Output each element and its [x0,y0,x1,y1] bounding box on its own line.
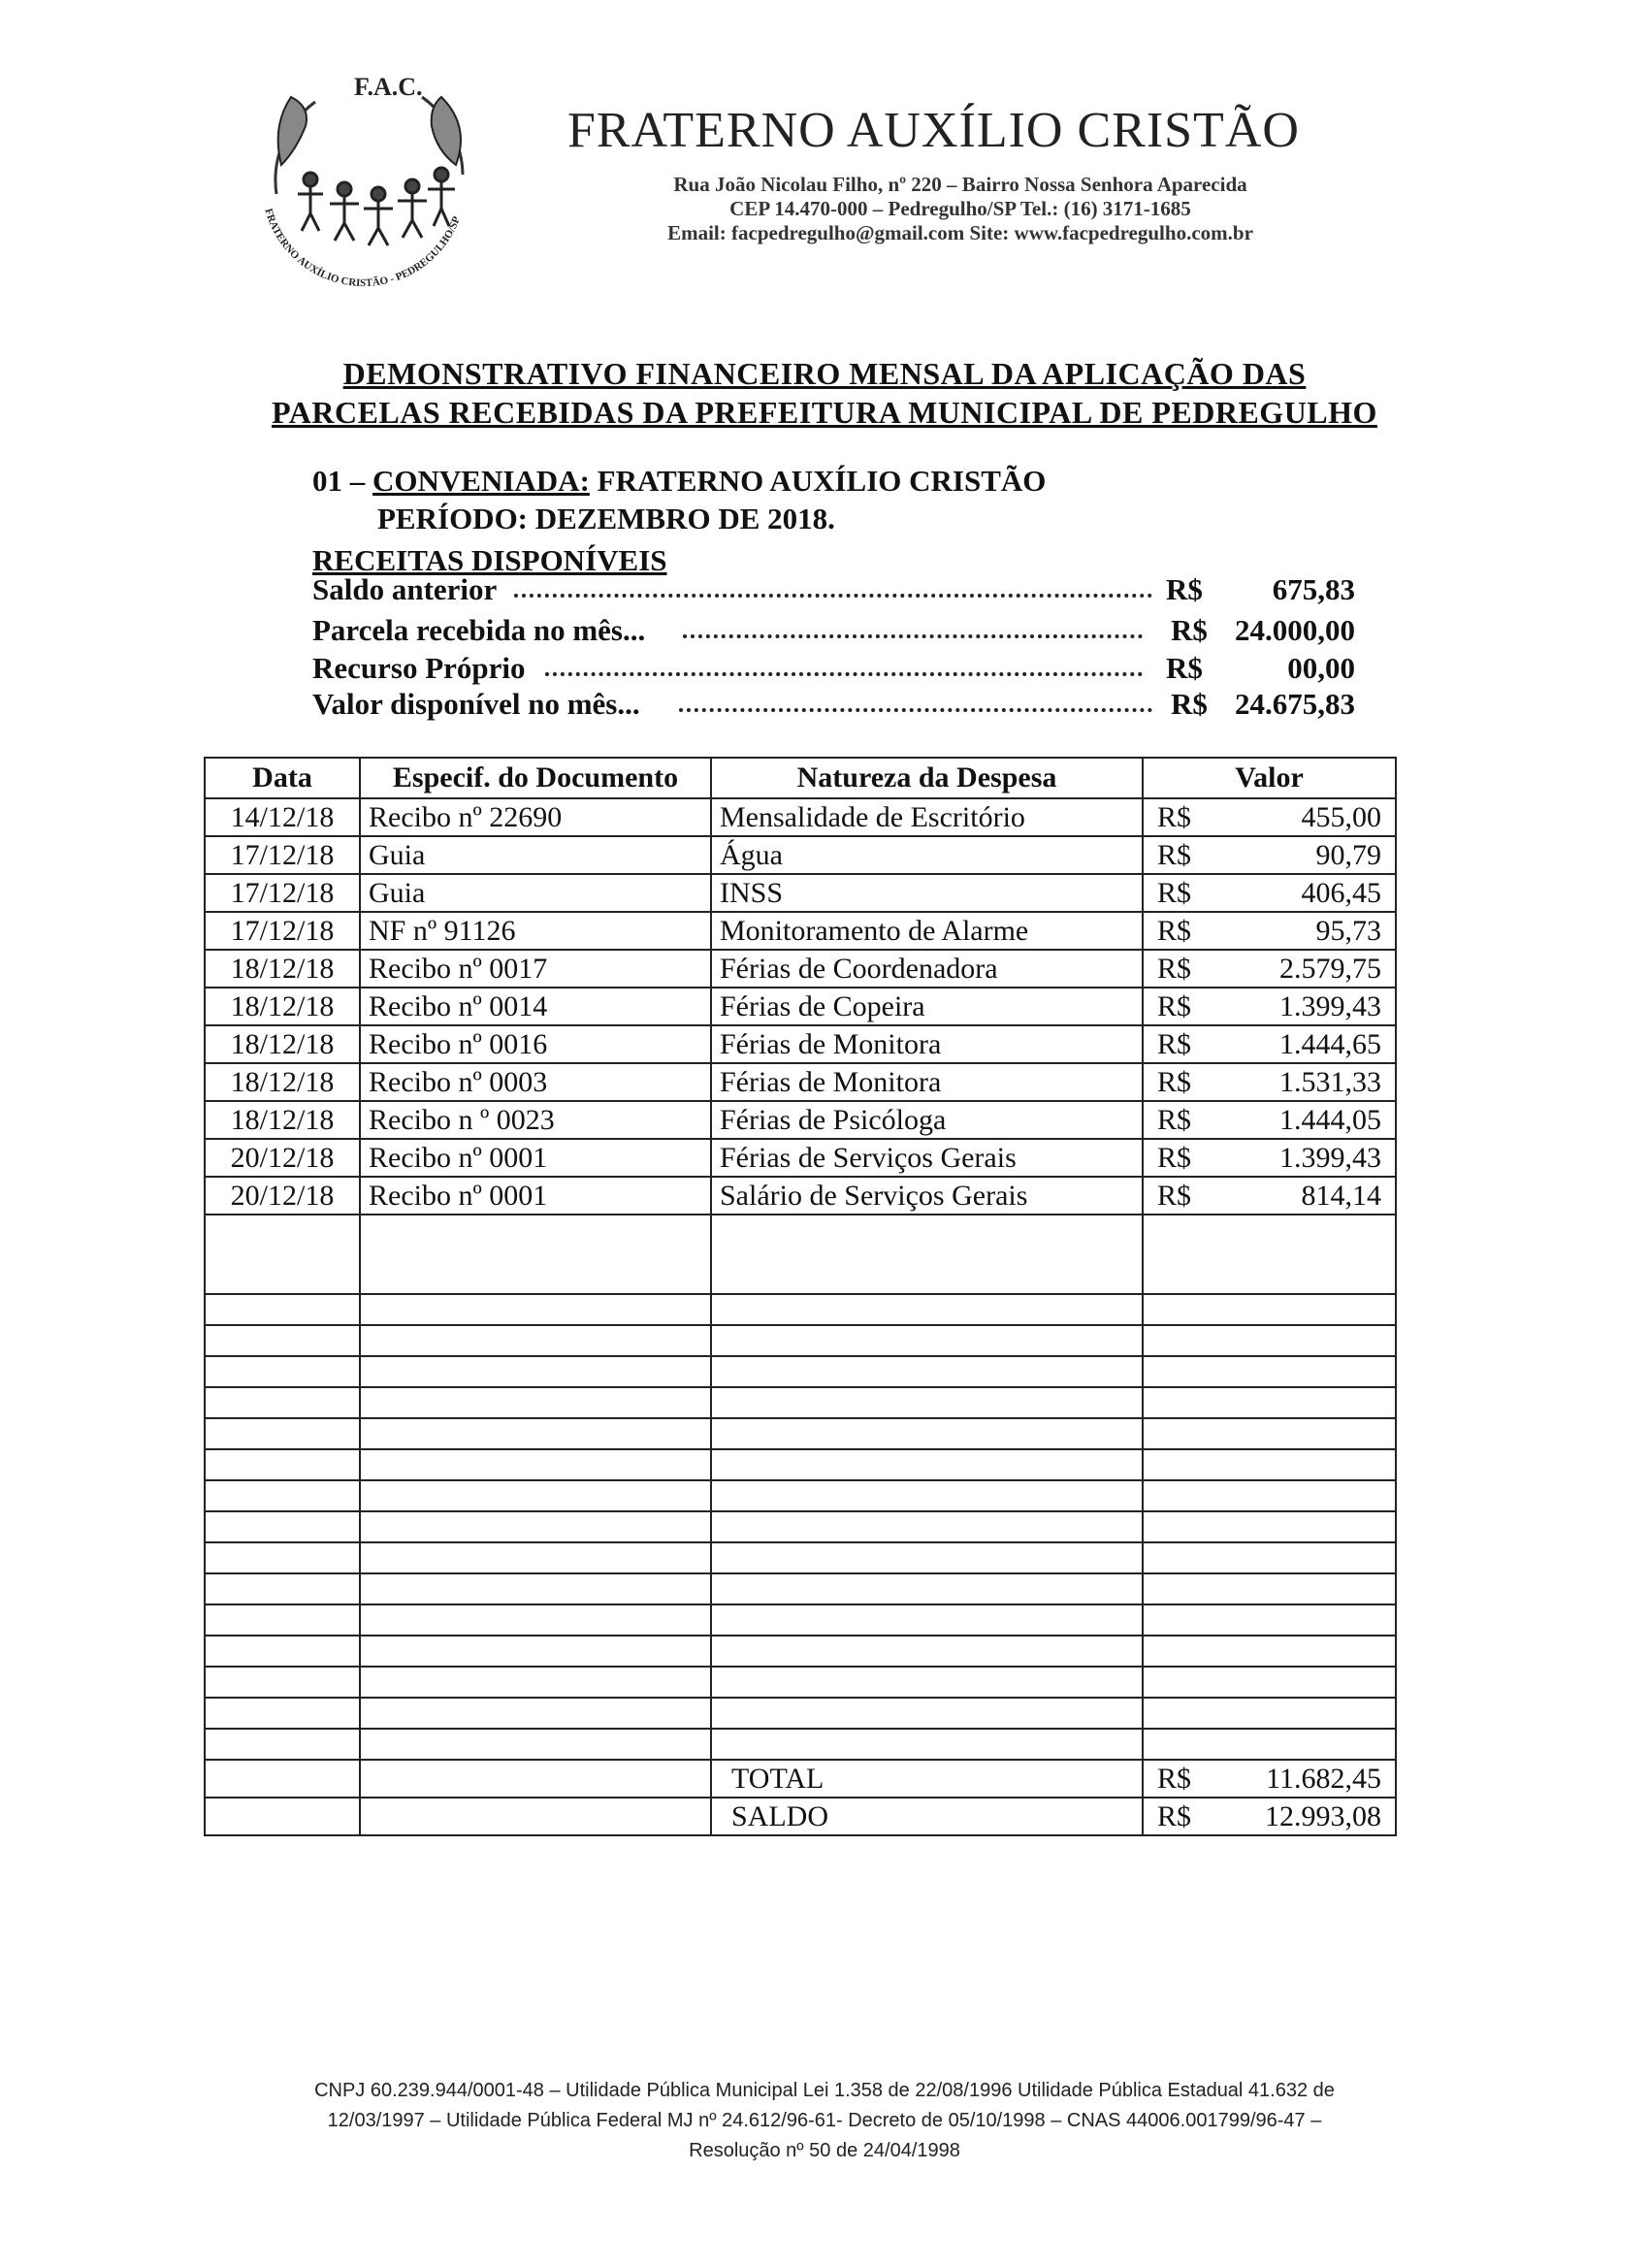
value-wrap [1144,1104,1395,1137]
col-header-value: Valor [1143,758,1396,798]
empty-cell [360,1294,711,1325]
value-wrap [1144,839,1395,872]
table-row [205,988,1396,1025]
document-title-line-1: DEMONSTRATIVO FINANCEIRO MENSAL DA APLICAÇÃO DAS [342,356,1307,391]
document-cell: Recibo nº 0016 [360,1025,711,1063]
col-header-document: Especif. do Documento [360,758,711,798]
address-line-1: Rua João Nicolau Filho, nº 220 – Bairro Nossa Senhora Aparecida [673,173,1247,196]
value-currency: R$ [1157,1799,1192,1832]
table-row [205,912,1396,950]
value-currency: R$ [1157,800,1192,833]
receitas-heading: RECEITAS DISPONÍVEIS [312,543,667,577]
empty-cell [1143,1604,1396,1636]
value-cell [1143,1177,1396,1215]
empty-row [205,1573,1396,1604]
document-cell: Recibo nº 0014 [360,988,711,1025]
empty-cell [1143,1573,1396,1604]
value-currency: R$ [1157,989,1192,1022]
svg-text:FRATERNO AUXÍLIO CRISTÃO - PED [262,208,463,289]
dot-leader [545,672,1143,676]
nature-cell: INSS [711,874,1143,912]
value-amount: 814,14 [1301,1179,1381,1212]
empty-cell [1143,1325,1396,1356]
value-currency: R$ [1157,1141,1192,1174]
receita-label: Saldo anterior [312,572,498,606]
value-cell [1143,950,1396,988]
empty-cell [360,1573,711,1604]
address-line-3: Email: facpedregulho@gmail.com Site: www.facpedregulho.com.br [667,221,1253,244]
value-wrap [1144,877,1395,910]
receita-label: Valor disponível no mês... [312,687,640,721]
empty-cell [1143,1636,1396,1667]
empty-cell [360,1387,711,1418]
value-cell [1143,988,1396,1025]
empty-cell [360,1604,711,1636]
expense-table-body [205,798,1396,1835]
empty-cell [205,1798,360,1835]
empty-cell [360,1480,711,1511]
value-amount: 95,73 [1315,914,1381,947]
empty-cell [1143,1449,1396,1480]
value-cell [1143,1798,1396,1835]
empty-cell [360,1667,711,1698]
empty-cell [711,1542,1143,1573]
total-row [205,1760,1396,1798]
empty-row [205,1480,1396,1511]
expense-table [204,757,1397,1836]
col-header-nature: Natureza da Despesa [711,758,1143,798]
value-cell [1143,1139,1396,1177]
empty-cell [205,1325,360,1356]
table-row [205,950,1396,988]
empty-row [205,1604,1396,1636]
empty-cell [360,1356,711,1387]
date-cell: 18/12/18 [205,988,360,1025]
receita-value: 24.675,83 [1235,687,1355,721]
empty-cell [360,1325,711,1356]
table-row [205,1139,1396,1177]
empty-cell [711,1667,1143,1698]
date-cell: 20/12/18 [205,1177,360,1215]
saldo-row-label: SALDO [711,1798,1143,1835]
date-cell: 18/12/18 [205,1025,360,1063]
empty-cell [1143,1418,1396,1449]
footer-line-3: Resolução nº 50 de 24/04/1998 [689,2140,960,2161]
empty-cell [711,1215,1143,1294]
empty-cell [205,1418,360,1449]
empty-cell [711,1418,1143,1449]
value-currency: R$ [1157,1065,1192,1098]
receita-currency: R$ [1171,613,1208,647]
empty-row [205,1511,1396,1542]
footer-line-2: 12/03/1997 – Utilidade Pública Federal MJ nº 24.612/96-61- Decreto de 05/10/1998 – CNAS 44006.001799/96-47 – [327,2110,1322,2131]
table-row [205,874,1396,912]
empty-cell [360,1542,711,1573]
empty-cell [711,1356,1143,1387]
value-wrap [1144,1066,1395,1099]
empty-row [205,1294,1396,1325]
value-amount: 12.993,08 [1265,1799,1381,1832]
value-wrap [1144,801,1395,834]
value-currency: R$ [1157,1027,1192,1060]
value-cell [1143,1025,1396,1063]
empty-cell [205,1480,360,1511]
empty-cell [205,1449,360,1480]
empty-cell [360,1760,711,1798]
empty-row [205,1729,1396,1760]
date-cell: 18/12/18 [205,1063,360,1101]
receita-row [312,613,1355,652]
date-cell: 17/12/18 [205,874,360,912]
receita-row [312,687,1355,726]
empty-cell [1143,1215,1396,1294]
empty-cell [1143,1480,1396,1511]
saldo-row [205,1798,1396,1835]
document-cell: Guia [360,836,711,874]
empty-cell [1143,1698,1396,1729]
date-cell: 14/12/18 [205,798,360,836]
nature-cell: Mensalidade de Escritório [711,798,1143,836]
value-wrap [1144,1800,1395,1833]
empty-cell [360,1511,711,1542]
document-cell: Recibo nº 22690 [360,798,711,836]
empty-cell [205,1604,360,1636]
value-amount: 1.399,43 [1279,989,1381,1022]
date-cell: 18/12/18 [205,950,360,988]
nature-cell: Férias de Coordenadora [711,950,1143,988]
empty-cell [205,1215,360,1294]
document-cell: Recibo nº 0003 [360,1063,711,1101]
table-header-row [205,758,1396,798]
empty-cell [205,1573,360,1604]
nature-cell: Férias de Psicóloga [711,1101,1143,1139]
empty-cell [711,1698,1143,1729]
table-row [205,1177,1396,1215]
value-cell [1143,1101,1396,1139]
receita-value: 24.000,00 [1235,613,1355,647]
dot-leader [683,634,1143,638]
empty-row [205,1667,1396,1698]
empty-cell [360,1636,711,1667]
document-cell: Recibo nº 0001 [360,1139,711,1177]
receita-currency: R$ [1166,572,1203,606]
conveniada-name: FRATERNO AUXÍLIO CRISTÃO [589,464,1047,498]
conveniada-label: CONVENIADA: [372,464,590,498]
conveniada-line [312,464,1046,499]
empty-row [205,1418,1396,1449]
receita-currency: R$ [1166,651,1203,685]
empty-row [205,1356,1396,1387]
document-cell: NF nº 91126 [360,912,711,950]
empty-cell [205,1356,360,1387]
value-cell [1143,1063,1396,1101]
value-cell [1143,836,1396,874]
empty-cell [205,1636,360,1667]
value-amount: 455,00 [1301,800,1381,833]
empty-cell [711,1480,1143,1511]
dot-leader [679,708,1152,712]
receita-label: Parcela recebida no mês... [312,613,646,647]
receita-row [312,572,1355,611]
value-amount: 90,79 [1315,838,1381,871]
document-cell: Guia [360,874,711,912]
value-cell [1143,874,1396,912]
empty-cell [711,1387,1143,1418]
value-cell [1143,1760,1396,1798]
empty-row [205,1325,1396,1356]
value-wrap [1144,915,1395,948]
empty-cell [205,1698,360,1729]
receita-value: 675,83 [1272,572,1355,606]
table-row [205,1025,1396,1063]
fac-logo-graphic [238,68,500,310]
empty-cell [205,1294,360,1325]
value-wrap [1144,1028,1395,1061]
value-wrap [1144,1763,1395,1796]
empty-cell [360,1449,711,1480]
empty-cell [711,1325,1143,1356]
nature-cell: Férias de Monitora [711,1063,1143,1101]
value-wrap [1144,1180,1395,1213]
table-row [205,798,1396,836]
nature-cell: Água [711,836,1143,874]
empty-cell [711,1511,1143,1542]
empty-cell [1143,1667,1396,1698]
conveniada-prefix: 01 – [312,464,372,498]
table-row [205,1101,1396,1139]
table-row [205,1063,1396,1101]
document-title-line-2: PARCELAS RECEBIDAS DA PREFEITURA MUNICIPAL DE PEDREGULHO [272,395,1377,430]
value-cell [1143,798,1396,836]
empty-cell [711,1636,1143,1667]
empty-cell [1143,1511,1396,1542]
empty-cell [205,1387,360,1418]
periodo-line: PERÍODO: DEZEMBRO DE 2018. [377,502,835,535]
empty-cell [360,1798,711,1835]
date-cell: 20/12/18 [205,1139,360,1177]
org-name: FRATERNO AUXÍLIO CRISTÃO [567,103,1300,158]
col-header-date: Data [205,758,360,798]
empty-cell [205,1760,360,1798]
fac-logo [238,68,500,310]
total-row-label: TOTAL [711,1760,1143,1798]
empty-cell [711,1729,1143,1760]
value-currency: R$ [1157,838,1192,871]
empty-cell [205,1667,360,1698]
value-currency: R$ [1157,1762,1192,1795]
empty-cell [205,1542,360,1573]
empty-cell [360,1215,711,1294]
value-currency: R$ [1157,914,1192,947]
empty-cell [1143,1729,1396,1760]
value-currency: R$ [1157,1103,1192,1136]
empty-row [205,1387,1396,1418]
empty-cell [360,1698,711,1729]
empty-cell [1143,1387,1396,1418]
empty-cell [205,1511,360,1542]
date-cell: 17/12/18 [205,836,360,874]
nature-cell: Férias de Copeira [711,988,1143,1025]
dot-leader [514,594,1152,598]
document-cell: Recibo n º 0023 [360,1101,711,1139]
empty-cell [711,1294,1143,1325]
nature-cell: Monitoramento de Alarme [711,912,1143,950]
empty-cell [1143,1294,1396,1325]
receita-value: 00,00 [1287,651,1355,685]
value-amount: 1.399,43 [1279,1141,1381,1174]
value-amount: 11.682,45 [1266,1762,1381,1795]
empty-cell [711,1449,1143,1480]
receita-currency: R$ [1171,687,1208,721]
nature-cell: Férias de Serviços Gerais [711,1139,1143,1177]
value-amount: 406,45 [1301,876,1381,909]
value-wrap [1144,953,1395,986]
value-amount: 1.531,33 [1279,1065,1381,1098]
value-currency: R$ [1157,876,1192,909]
value-wrap [1144,1142,1395,1175]
value-currency: R$ [1157,1179,1192,1212]
value-amount: 2.579,75 [1279,952,1381,985]
table-row [205,836,1396,874]
date-cell: 17/12/18 [205,912,360,950]
logo-text: F.A.C. [354,73,423,101]
empty-cell [360,1418,711,1449]
nature-cell: Salário de Serviços Gerais [711,1177,1143,1215]
receita-label: Recurso Próprio [312,651,526,685]
footer [213,2076,1436,2166]
empty-row [205,1698,1396,1729]
document-cell: Recibo nº 0017 [360,950,711,988]
empty-cell [1143,1542,1396,1573]
empty-row [205,1636,1396,1667]
footer-line-1: CNPJ 60.239.944/0001-48 – Utilidade Pública Municipal Lei 1.358 de 22/08/1996 Utilidade Pública Estadual 41.632 de [314,2080,1335,2101]
empty-row [205,1542,1396,1573]
receita-row [312,651,1355,690]
date-cell: 18/12/18 [205,1101,360,1139]
empty-row [205,1215,1396,1294]
address-line-2: CEP 14.470-000 – Pedregulho/SP Tel.: (16) 3171-1685 [729,197,1191,220]
document-cell: Recibo nº 0001 [360,1177,711,1215]
value-cell [1143,912,1396,950]
empty-cell [711,1573,1143,1604]
value-wrap [1144,990,1395,1023]
value-amount: 1.444,65 [1279,1027,1381,1060]
empty-cell [360,1729,711,1760]
logo-ring-text: FRATERNO AUXÍLIO CRISTÃO - PEDREGULHO/SP [262,207,463,290]
nature-cell: Férias de Monitora [711,1025,1143,1063]
empty-cell [1143,1356,1396,1387]
empty-cell [711,1604,1143,1636]
empty-cell [205,1729,360,1760]
value-amount: 1.444,05 [1279,1103,1381,1136]
value-currency: R$ [1157,952,1192,985]
empty-row [205,1449,1396,1480]
